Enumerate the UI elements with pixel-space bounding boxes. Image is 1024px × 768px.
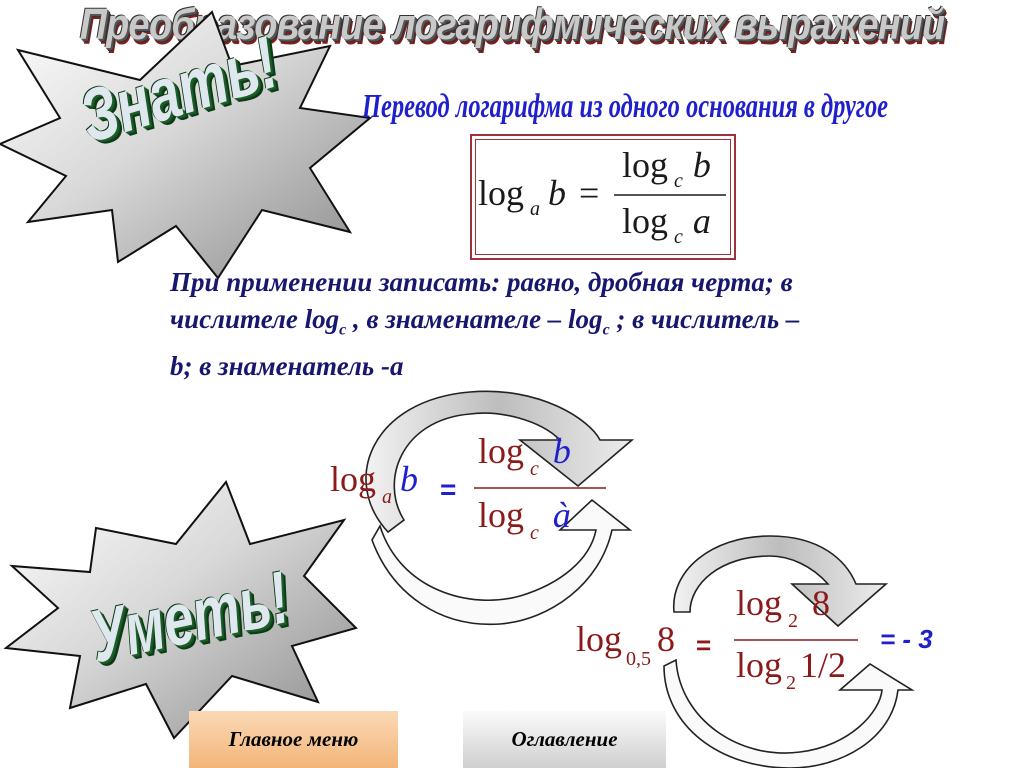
den-base: c xyxy=(674,226,683,248)
formula-ex2-equals: = xyxy=(696,630,712,660)
can-label: Уметь! xyxy=(82,555,296,679)
ex2-num-log: log xyxy=(736,583,783,623)
ex2-num-arg: 8 xyxy=(812,583,831,623)
den-arg: a xyxy=(692,201,711,241)
lhs-arg: b xyxy=(548,173,567,213)
ex2-den-base: 2 xyxy=(786,672,797,694)
ex1-den-base: c xyxy=(530,522,539,544)
formula-main-lhs xyxy=(478,172,599,221)
den-log: log xyxy=(622,201,669,241)
formula-ex1-equals: = xyxy=(440,474,457,505)
ex1-den-arg: à xyxy=(552,495,571,535)
lhs-log: log xyxy=(478,173,525,213)
ex2-lhs-arg: 8 xyxy=(657,619,676,659)
formula-ex1-denominator xyxy=(478,494,571,545)
know-label: Знать! xyxy=(70,20,287,159)
lhs-base: a xyxy=(530,198,541,220)
num-base: c xyxy=(674,170,683,192)
ex2-lhs-base: 0,5 xyxy=(626,648,652,670)
rule-line-1: При применении записать: равно, дробная черта; в xyxy=(170,267,793,297)
contents-button[interactable] xyxy=(463,711,666,768)
ex1-num-arg: b xyxy=(552,431,571,471)
num-arg: b xyxy=(692,145,711,185)
ex1-lhs-base: a xyxy=(382,486,393,508)
ex1-num-base: c xyxy=(530,458,539,480)
formula-ex2-numerator xyxy=(736,582,830,633)
slide-title: Преобразование логарифмических выражений xyxy=(79,0,945,49)
contents-label: Оглавление xyxy=(511,727,618,751)
ex1-lhs-arg: b xyxy=(400,459,419,499)
main-menu-label: Главное меню xyxy=(228,727,359,751)
formula-ex1-lhs xyxy=(330,458,418,509)
formula-ex1-numerator xyxy=(478,430,571,481)
ex2-den-log: log xyxy=(736,645,783,685)
ex2-num-base: 2 xyxy=(788,610,799,632)
equals: = xyxy=(579,173,600,213)
ex1-lhs-log: log xyxy=(330,459,377,499)
formula-main-numerator xyxy=(622,144,711,193)
rule-line-3: b; в знаменатель -a xyxy=(170,351,404,382)
ex1-den-log: log xyxy=(478,495,525,535)
ex2-lhs-log: log xyxy=(576,619,623,659)
formula-ex2-result: = - 3 xyxy=(880,624,933,654)
formula-ex2-lhs xyxy=(576,618,675,671)
num-log: log xyxy=(622,145,669,185)
formula-ex2-denominator xyxy=(736,644,846,695)
formula-main-denominator xyxy=(622,200,711,249)
ex1-num-log: log xyxy=(478,431,525,471)
subtitle: Перевод логарифма из одного основания в другое xyxy=(362,88,889,125)
rule-line-2: числителе $\log_c$ , в знаменателе – $\log_c$ ; в числитель – xyxy=(170,304,800,339)
rule-text xyxy=(170,264,990,385)
ex2-den-arg: 1/2 xyxy=(800,645,847,685)
main-menu-button[interactable] xyxy=(189,711,398,768)
